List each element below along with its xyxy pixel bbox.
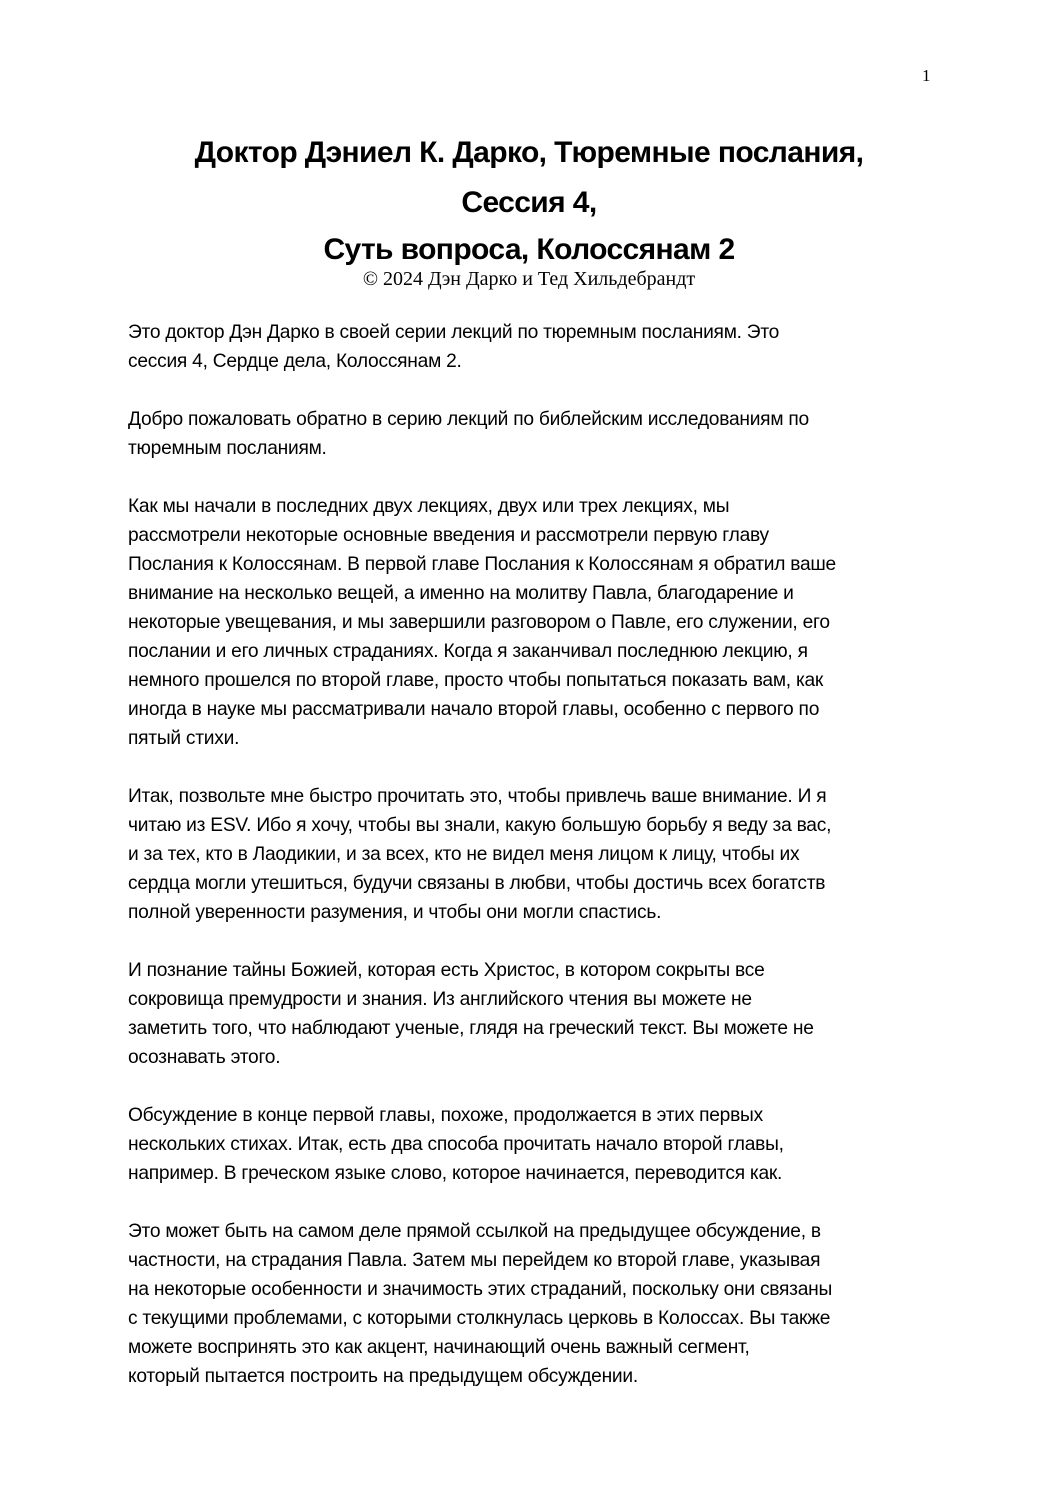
text-line: немного прошелся по второй главе, просто чтобы попытаться показать вам, как xyxy=(128,670,824,691)
text-line: Это доктор Дэн Дарко в своей серии лекций по тюремным посланиям. Это xyxy=(128,322,780,343)
text-line: и за тех, кто в Лаодикии, и за всех, кто не видел меня лицом к лицу, чтобы их xyxy=(128,844,800,865)
text-line: иногда в науке мы рассматривали начало второй главы, особенно с первого по xyxy=(128,699,820,720)
text-line: заметить того, что наблюдают ученые, глядя на греческий текст. Вы можете не xyxy=(128,1018,814,1039)
paragraph xyxy=(128,956,836,1072)
paragraph xyxy=(128,405,836,463)
text-line: который пытается построить на предыдущем обсуждении. xyxy=(128,1366,638,1387)
text-line: сокровища премудрости и знания. Из английского чтения вы можете не xyxy=(128,989,752,1010)
text-line: на некоторые особенности и значимость этих страданий, поскольку они связаны xyxy=(128,1279,833,1300)
document-title-line-3: Суть вопроса, Колоссянам 2 xyxy=(323,233,735,266)
text-line: послании и его личных страданиях. Когда я заканчивал последнюю лекцию, я xyxy=(128,641,808,662)
text-line: рассмотрели некоторые основные введения и рассмотрели первую главу xyxy=(128,525,769,546)
copyright-line: © 2024 Дэн Дарко и Тед Хильдебрандт xyxy=(362,268,696,290)
text-line: читаю из ESV. Ибо я хочу, чтобы вы знали, какую большую борьбу я веду за вас, xyxy=(128,815,832,836)
page-number: 1 xyxy=(922,66,931,85)
text-line: некоторые увещевания, и мы завершили разговором о Павле, его служении, его xyxy=(128,612,830,633)
paragraph xyxy=(128,1217,836,1391)
text-line: осознавать этого. xyxy=(128,1047,281,1068)
text-line: Обсуждение в конце первой главы, похоже, продолжается в этих первых xyxy=(128,1105,763,1126)
document-title-line-2: Сессия 4, xyxy=(461,186,597,219)
document-title-line-1: Доктор Дэниел К. Дарко, Тюремные послания, xyxy=(194,136,864,169)
text-line: Итак, позвольте мне быстро прочитать это, чтобы привлечь ваше внимание. И я xyxy=(128,786,827,807)
text-line: полной уверенности разумения, и чтобы они могли спастись. xyxy=(128,902,662,923)
paragraph xyxy=(128,492,836,753)
text-line: тюремным посланиям. xyxy=(128,438,327,459)
text-line: Это может быть на самом деле прямой ссылкой на предыдущее обсуждение, в xyxy=(128,1221,821,1242)
text-line: сессия 4, Сердце дела, Колоссянам 2. xyxy=(128,351,462,372)
paragraph xyxy=(128,318,836,376)
text-line: Как мы начали в последних двух лекциях, двух или трех лекциях, мы xyxy=(128,496,730,517)
text-line: пятый стихи. xyxy=(128,728,240,749)
text-line: Добро пожаловать обратно в серию лекций по библейским исследованиям по xyxy=(128,409,809,430)
text-line: например. В греческом языке слово, которое начинается, переводится как. xyxy=(128,1163,783,1184)
document-body xyxy=(128,318,836,1420)
paragraph xyxy=(128,782,836,927)
text-line: Послания к Колоссянам. В первой главе Послания к Колоссянам я обратил ваше xyxy=(128,554,836,575)
text-line: внимание на несколько вещей, а именно на молитву Павла, благодарение и xyxy=(128,583,794,604)
text-line: можете воспринять это как акцент, начинающий очень важный сегмент, xyxy=(128,1337,750,1358)
text-line: сердца могли утешиться, будучи связаны в любви, чтобы достичь всех богатств xyxy=(128,873,826,894)
text-line: И познание тайны Божией, которая есть Христос, в котором сокрыты все xyxy=(128,960,765,981)
paragraph xyxy=(128,1101,836,1188)
text-line: частности, на страдания Павла. Затем мы перейдем ко второй главе, указывая xyxy=(128,1250,821,1271)
text-line: с текущими проблемами, с которыми столкнулась церковь в Колоссах. Вы также xyxy=(128,1308,831,1329)
text-line: нескольких стихах. Итак, есть два способа прочитать начало второй главы, xyxy=(128,1134,784,1155)
